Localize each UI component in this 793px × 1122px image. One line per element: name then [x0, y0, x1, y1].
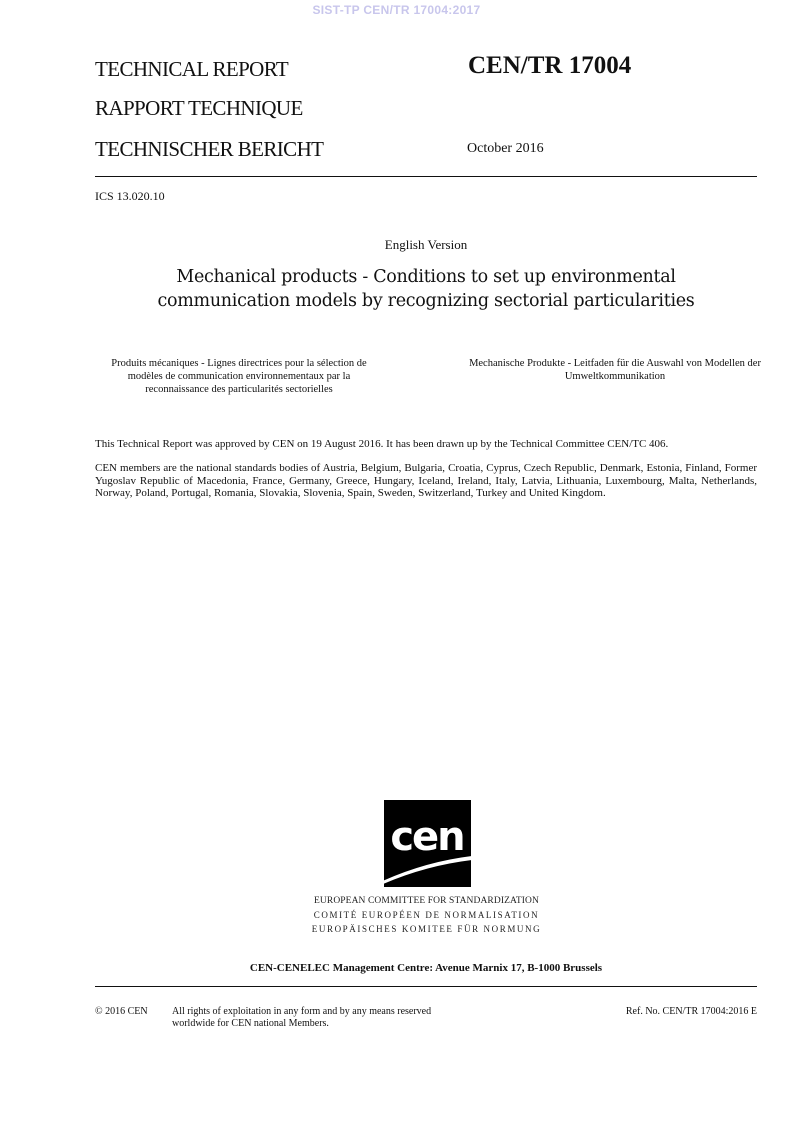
- title-french: Produits mécaniques - Lignes directrices pour la sélection de modèles de communication environnementaux par la reconnaissance des particularités sectorielles: [111, 358, 367, 395]
- footer-divider: [95, 986, 757, 987]
- header-divider: [95, 176, 757, 177]
- document-title: Mechanical products - Conditions to set up environmental communication models by recognizing sectorial particularities: [157, 267, 695, 311]
- designation-fr: RAPPORT TECHNIQUE: [95, 96, 303, 120]
- watermark: SIST-TP CEN/TR 17004:2017: [312, 3, 481, 17]
- ics-code: ICS 13.020.10: [95, 189, 165, 203]
- cen-logo: [384, 800, 471, 887]
- organization-french: COMITÉ EUROPÉEN DE NORMALISATION: [313, 910, 540, 920]
- language-version: English Version: [384, 237, 468, 252]
- cen-logo-text: cen: [390, 814, 464, 860]
- document-date: October 2016: [467, 141, 544, 156]
- title-german: Mechanische Produkte - Leitfaden für die Auswahl von Modellen der Umweltkommunikation: [469, 358, 761, 382]
- rights-notice: [172, 1006, 502, 1030]
- rights-line-1: All rights of exploitation in any form and by any means reserved: [172, 1006, 432, 1017]
- organization-german: EUROPÄISCHES KOMITEE FÜR NORMUNG: [311, 924, 542, 934]
- copyright-notice: © 2016 CEN: [95, 1006, 148, 1017]
- reference-number: Ref. No. CEN/TR 17004:2016 E: [625, 1006, 757, 1017]
- rights-line-2: worldwide for CEN national Members.: [172, 1018, 329, 1029]
- management-centre-address: CEN-CENELEC Management Centre: Avenue Marnix 17, B-1000 Brussels: [249, 962, 603, 974]
- designation-de: TECHNISCHER BERICHT: [95, 137, 324, 161]
- members-statement: CEN members are the national standards bodies of Austria, Belgium, Bulgaria, Croatia, Cyprus, Czech Republic, Denmark, Estonia, Finland, Former Yugoslav Republic of Macedonia, France, Germany, Greece, Hungary, Iceland, Ireland, Italy, Latvia, Lithuania, Luxembourg, Malta, Netherlands, Norway, Poland, Portugal, Romania, Slovakia, Slovenia, Spain, Sweden, Switzerland, Turkey and United Kingdom.: [95, 462, 757, 499]
- document-number: CEN/TR 17004: [468, 52, 632, 79]
- approval-statement: This Technical Report was approved by CEN on 19 August 2016. It has been drawn up by the Technical Committee CEN/TC 406.: [95, 438, 669, 450]
- organization-english: EUROPEAN COMMITTEE FOR STANDARDIZATION: [314, 896, 539, 906]
- designation-en: TECHNICAL REPORT: [95, 57, 289, 81]
